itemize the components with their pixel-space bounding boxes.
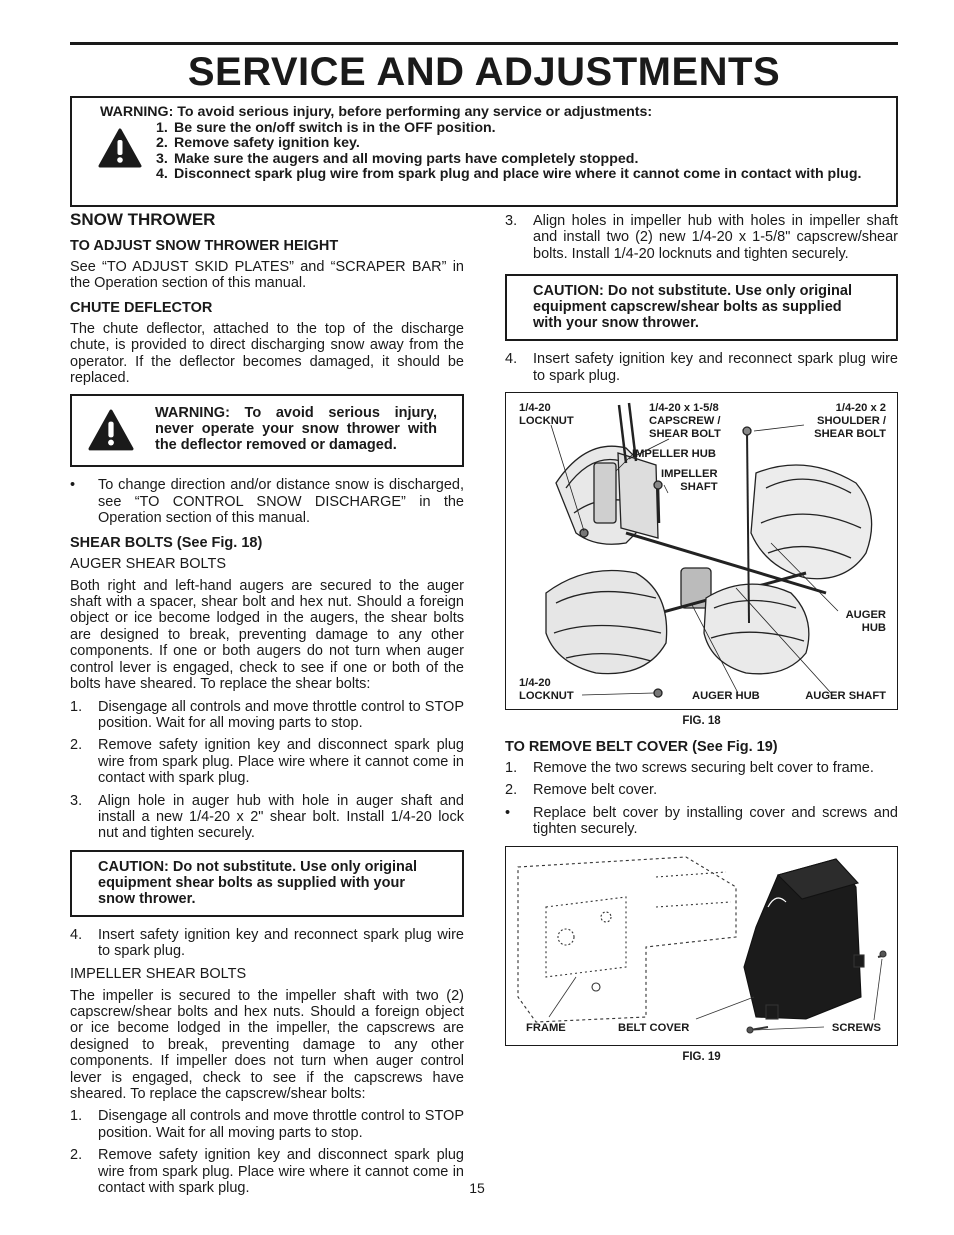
heading-shear-bolts: SHEAR BOLTS (See Fig. 18) — [70, 534, 263, 551]
list-item: 4. Insert safety ignition key and reconnect spark plug wire to spark plug. — [70, 926, 464, 960]
label-impeller-shaft: IMPELLER SHAFT — [661, 468, 718, 494]
main-warning-box — [70, 96, 898, 207]
page-title: SERVICE AND ADJUSTMENTS — [187, 50, 781, 94]
subheading-impeller-shear-bolts: IMPELLER SHEAR BOLTS — [70, 965, 247, 982]
figure-19-caption: FIG. 19 — [682, 1050, 721, 1063]
list-item: 1. Disengage all controls and move throttle control to STOP position. Wait for all moving parts to stop. — [70, 1108, 464, 1141]
impeller-step-3 — [505, 213, 898, 262]
list-item: 4. Insert safety ignition key and reconnect spark plug wire to spark plug. — [505, 351, 898, 384]
paragraph-height: See “TO ADJUST SKID PLATES” and “SCRAPER BAR” in the Operation section of this manual. — [70, 259, 464, 292]
left-column — [70, 210, 464, 1202]
top-rule — [70, 42, 898, 45]
list-item: 2. Remove belt cover. — [505, 782, 658, 799]
list-item: 3. Align holes in impeller hub with holes in impeller shaft and install two (2) new 1/4-20 x 1-5/8" capscrew/shear bolts. Install 1/4-20 locknuts and tighten securely. — [505, 213, 898, 262]
chute-warning-box — [70, 394, 464, 467]
list-item: 1. Be sure the on/off switch is in the OFF position. — [156, 119, 496, 136]
paragraph-auger: Both right and left-hand augers are secured to the auger shaft with a spacer, shear bolt and hex nut. Should a foreign object or ice become lodged in the augers, the shear bolts are designed to break, preventing damage to any other components. If one or both augers do not turn when auger control lever is engaged, check to see if one or both of the bolts have sheared. To replace the shear bolts: — [70, 577, 464, 693]
chute-warning-text: WARNING: To avoid serious injury, never operate your snow thrower with the deflector removed or damaged. — [155, 405, 437, 454]
main-warning-lead: WARNING: To avoid serious injury, before performing any service or adjustments: — [100, 104, 653, 120]
main-warning-list — [100, 121, 890, 183]
label-screws: SCREWS — [831, 1021, 881, 1034]
chute-bullet-list — [70, 477, 464, 526]
label-belt-cover: BELT COVER — [618, 1021, 690, 1034]
auger-steps — [70, 699, 464, 842]
paragraph-impeller: The impeller is secured to the impeller shaft with two (2) capscrew/shear bolts and hex nuts. Should a foreign object or ice become lodged in the impeller, the capscrews are designed to break, preventing damage to any other components. If impeller does not turn when auger control lever is engaged, check to see if the capscrews have sheared. To replace the capscrew/shear bolts: — [70, 987, 464, 1102]
label-capscrew: 1/4-20 x 1-5/8 CAPSCREW / SHEAR BOLT — [649, 402, 721, 441]
label-impeller-hub: IMPELLER HUB — [632, 448, 716, 461]
auger-caution-text: CAUTION: Do not substitute. Use only original equipment shear bolts as supplied with your snow thrower. — [98, 858, 417, 907]
label-auger-shaft: AUGER SHAFT — [805, 690, 886, 703]
section-title-snow-thrower: SNOW THROWER — [70, 210, 216, 229]
paragraph-chute: The chute deflector, attached to the top of the discharge chute, is provided to direct discharging snow away from the operator. If the deflector becomes damaged, it should be replaced. — [70, 320, 464, 387]
list-item: 3. Make sure the augers and all moving parts have completely stopped. — [156, 150, 639, 167]
heading-height: TO ADJUST SNOW THROWER HEIGHT — [70, 238, 339, 254]
heading-belt-cover: TO REMOVE BELT COVER (See Fig. 19) — [505, 739, 778, 756]
figure-18 — [505, 392, 898, 710]
label-frame: FRAME — [526, 1021, 566, 1034]
page-number: 15 — [469, 1180, 485, 1196]
label-auger-hub-bottom: AUGER HUB — [692, 690, 760, 703]
warning-triangle-icon — [88, 408, 134, 457]
main-warning-text — [100, 105, 890, 183]
auger-step-4 — [70, 927, 464, 960]
heading-chute-deflector: CHUTE DEFLECTOR — [70, 299, 213, 316]
list-item: 2. Remove safety ignition key and disconnect spark plug wire from spark plug. Place wire where it cannot come in contact with spark plug. — [70, 737, 464, 787]
list-item: 3. Align hole in auger hub with hole in auger shaft and install a new 1/4-20 x 2" shear bolt. Install 1/4-20 lock nut and tighten securely. — [70, 792, 464, 842]
figure-19 — [505, 846, 898, 1046]
impeller-caution-text: CAUTION: Do not substitute. Use only original equipment capscrew/shear bolts as supplied with your snow thrower. — [533, 283, 852, 332]
figure-19-drawing — [506, 847, 896, 1044]
list-item: • Replace belt cover by installing cover and screws and tighten securely. — [505, 804, 898, 838]
impeller-step-4 — [505, 351, 898, 384]
belt-steps — [505, 760, 898, 838]
label-locknut-top: 1/4-20 LOCKNUT — [519, 402, 574, 428]
figure-18-caption: FIG. 18 — [682, 715, 721, 728]
impeller-caution-box — [505, 274, 898, 341]
right-column — [505, 213, 898, 1063]
list-item: 4. Disconnect spark plug wire from spark plug and place wire where it cannot come in contact with plug. — [156, 166, 862, 183]
label-locknut-bottom: 1/4-20 LOCKNUT — [519, 677, 574, 703]
label-shoulder-bolt: 1/4-20 x 2 SHOULDER / SHEAR BOLT — [814, 402, 886, 441]
auger-caution-box — [70, 850, 464, 917]
list-item: 1. Disengage all controls and move throttle control to STOP position. Wait for all moving parts to stop. — [70, 698, 464, 731]
label-auger-hub-right: AUGER HUB — [845, 609, 886, 635]
list-item: 2. Remove safety ignition key and disconnect spark plug wire from spark plug. Place wire where it cannot come in contact with spark plug. — [70, 1147, 464, 1197]
subheading-auger-shear-bolts: AUGER SHEAR BOLTS — [70, 555, 227, 572]
list-item: 2. Remove safety ignition key. — [156, 135, 360, 152]
list-item: 1. Remove the two screws securing belt cover to frame. — [505, 760, 874, 777]
list-item: • To change direction and/or distance snow is discharged, see “TO CONTROL SNOW DISCHARGE” in the Operation section of this manual. — [70, 477, 464, 527]
